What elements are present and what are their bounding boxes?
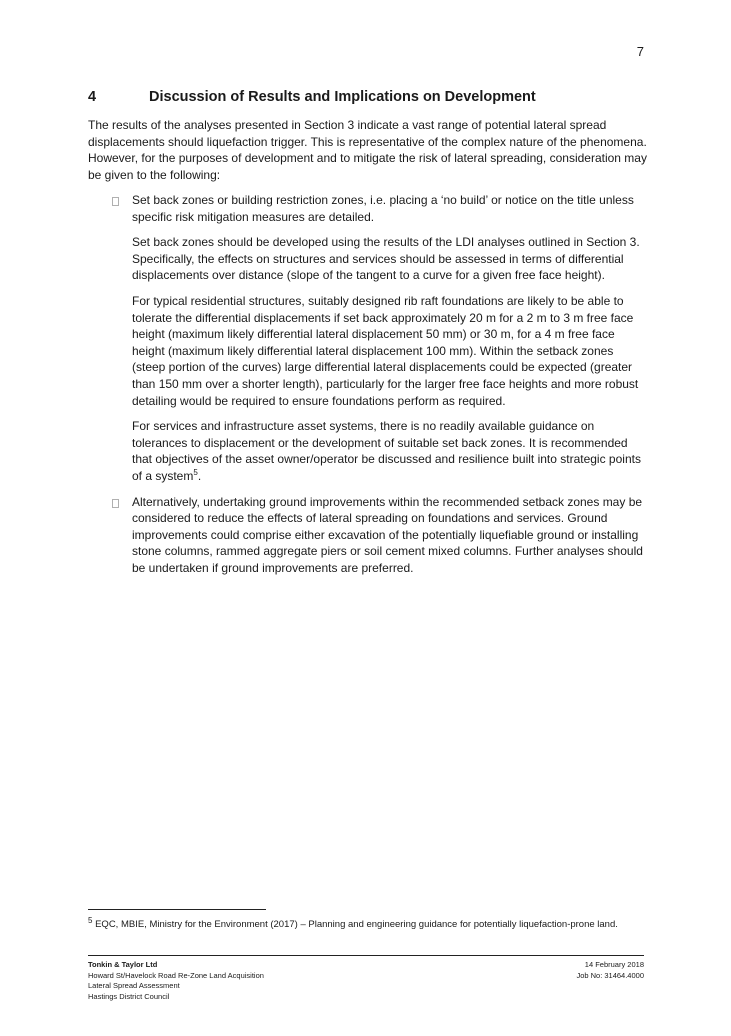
footnote-marker: 5 — [88, 915, 93, 925]
footer-divider — [88, 955, 644, 956]
services-infrastructure-paragraph: For services and infrastructure asset systems, there is no readily available guidance on tolerances to displacement or the development of suitable set back zones. It is recommended that objectives of the asset owner/operator be discussed and resilience built into strategic points of a system$^5$. — [132, 419, 641, 483]
footer-client: Hastings District Council — [88, 991, 170, 1001]
footnote — [88, 915, 648, 931]
footer-date: 14 February 2018 — [584, 960, 644, 969]
footer-report: Lateral Spread Assessment — [88, 981, 180, 990]
setback-development-paragraph: Set back zones should be developed using the results of the LDI analyses outlined in Section 3. Specifically, the effects on structures and services should be assessed in terms of differential displacements over distance (slope of the tangent to a curve for a given free face height). — [132, 235, 640, 283]
list-item — [112, 494, 648, 577]
footnote-text: EQC, MBIE, Ministry for the Environment (2017) – Planning and engineering guidance for potentially liquefaction-prone land. — [92, 919, 618, 930]
footnote-reference: 5 — [193, 467, 198, 477]
page-number: 7 — [636, 44, 644, 59]
section-number: 4 — [88, 89, 97, 105]
section-title: Discussion of Results and Implications on Development — [149, 89, 536, 105]
intro-paragraph: The results of the analyses presented in Section 3 indicate a vast range of potential lateral spread displacements should liquefaction trigger. This is representative of the complex nature of the phenomena. However, for the purposes of development and to mitigate the risk of lateral spreading, consideration may be given to the following: — [88, 118, 647, 182]
footnote-divider — [88, 909, 266, 910]
bullet-box-icon — [112, 499, 119, 508]
section-heading — [88, 89, 536, 105]
setback-zones-paragraph: Set back zones or building restriction zones, i.e. placing a ‘no build’ or notice on the title unless specific risk mitigation measures are detailed. — [132, 193, 634, 224]
ground-improvements-paragraph: Alternatively, undertaking ground improvements within the recommended setback zones may be considered to reduce the effects of lateral spreading on foundations and services. Ground improvements could comprise either excavation of the potentially liquefiable ground or installing stone columns, rammed aggregate piers or soil cement mixed columns. Further analyses should be undertaken if ground improvements are preferred. — [132, 494, 643, 575]
bullet-box-icon — [112, 197, 119, 206]
footer-company: Tonkin & Taylor Ltd — [88, 960, 158, 969]
footer-job-number: Job No: 31464.4000 — [576, 970, 644, 980]
list-item — [112, 192, 648, 485]
footer-left — [88, 960, 264, 1002]
footer-project: Howard St/Havelock Road Re-Zone Land Acquisition — [88, 970, 264, 980]
recommendation-list — [112, 192, 648, 585]
residential-structures-paragraph: For typical residential structures, suitably designed rib raft foundations are likely to be able to tolerate the differential displacements if set back approximately 20 m for a 2 m to 3 m free face height (maximum likely differential lateral displacement 50 mm) or 30 m, for a 4 m free face height (maximum likely differential lateral displacement 100 mm). Within the setback zones (steep portion of the curves) large differential lateral displacements could be expected (greater than 150 mm over a shorter length), particularly for the larger free face heights and more robust detailing would be required to ensure foundations perform as required. — [132, 293, 639, 408]
footer-right — [576, 960, 644, 981]
